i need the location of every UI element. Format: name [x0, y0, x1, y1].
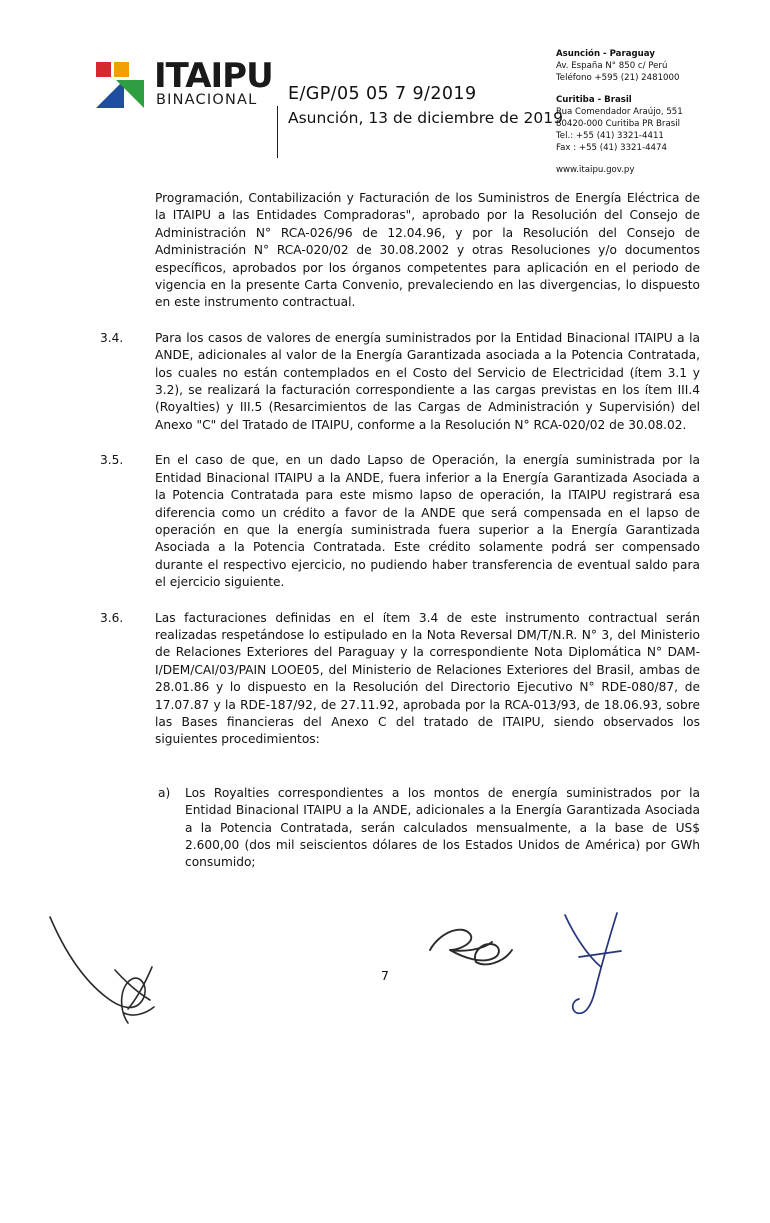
address-paraguay-phone: Teléfono +595 (21) 2481000 [556, 73, 680, 84]
logo-wordmark: ITAIPU [154, 56, 273, 96]
logo-subtitle: BINACIONAL [156, 92, 258, 108]
address-brasil-tel: Tel.: +55 (41) 3321-4411 [556, 131, 664, 142]
paragraph-intro: Programación, Contabilización y Facturación de los Suministros de Energía Eléctrica de la ITAIPU a las Entidades Compradoras", aprobado por la Resolución del Consejo de Administración N° RCA-026/96 de 12.04.96, y por la Resolución del Consejo de Administración N° RCA-020/02 de 30.08.2002 y otras Resoluciones y/o documentos específicos, aprobados por los órganos competentes para aplicación en el periodo de vigencia en la presente Carta Convenio, prevaleciendo en las divergencias, lo dispuesto en este instrumento contractual. [155, 191, 700, 310]
address-brasil-fax: Fax : +55 (41) 3321-4474 [556, 143, 667, 154]
address-paraguay-street: Av. España N° 850 c/ Perú [556, 61, 668, 72]
document-header [0, 48, 770, 178]
itaipu-logo-mark-icon [96, 62, 148, 108]
logo-square-orange-icon [114, 62, 129, 77]
clause-3-6 [0, 610, 770, 749]
subclause-a-number: a) [158, 785, 171, 800]
subclause-a [0, 785, 770, 872]
address-gap-2 [556, 155, 770, 164]
address-brasil-street: Rua Comendador Araújo, 551 [556, 106, 683, 117]
clause-3-5-text: En el caso de que, en un dado Lapso de Operación, la energía suministrada por la Entidad Binacional ITAIPU a la ANDE, fuera inferior a la Energía Garantizada Asociada a la Potencia Contratada para este mismo lapso de operación, la ITAIPU registrará esa diferencia como un crédito a favor de la ANDE que será compensada en el lapso de operación en que la energía suministrada fuera superior a la Energía Garantizada Asociada a la Potencia Contratada. Este crédito solamente podrá ser compensado durante el respectivo ejercicio, no pudiendo haber transferencia de eventual saldo para el ejercicio siguiente. [155, 453, 700, 590]
logo-triangle-green-icon [116, 80, 144, 108]
header-divider [277, 106, 278, 158]
clause-3-5 [0, 452, 770, 591]
document-date: Asunción, 13 de diciembre de 2019 [288, 109, 563, 127]
document-body [0, 190, 770, 890]
page-number: 7 [381, 968, 389, 983]
clause-3-4-text: Para los casos de valores de energía suministrados por la Entidad Binacional ITAIPU a la ANDE, adicionales al valor de la Energía Garantizada asociada a la Potencia Contratada, los cuales no están contemplados en el Costo del Servicio de Electricidad (ítem 3.1 y 3.2), se realizará la facturación correspondiente a las cargas previstas en los ítem III.4 (Royalties) y III.5 (Resarcimientos de las Cargas de Administración y Supervisión) del Anexo "C" del Tratado de ITAIPU, conforme a la Resolución N° RCA-020/02 de 30.08.02. [155, 330, 700, 432]
header-address-block [556, 48, 770, 176]
document-reference: E/GP/05 05 7 9/2019 [288, 84, 477, 104]
address-paraguay-title: Asunción - Paraguay [556, 49, 655, 59]
address-gap [556, 85, 770, 94]
paragraph-spacer [0, 767, 770, 785]
clause-3-6-number: 3.6. [100, 610, 124, 625]
address-website: www.itaipu.gov.py [556, 164, 635, 175]
clause-3-4-number: 3.4. [100, 330, 124, 345]
itaipu-logo [96, 58, 271, 120]
clause-3-6-text: Las facturaciones definidas en el ítem 3.4 de este instrumento contractual serán realizadas respetándose lo estipulado en la Nota Reversal DM/T/N.R. N° 3, del Ministerio de Relaciones Exteriores del Paraguay y la correspondiente Nota Diplomática N° DAM-I/DEM/CAI/03/PAIN LOOE05, del Ministerio de Relaciones Exteriores del Brasil, ambas de 28.01.86 y lo dispuesto en la Resolución del Directorio Ejecutivo N° RDE-080/87, de 17.07.87 y la RDE-187/92, de 27.11.92, aprobada por la RCA-013/93, de 18.06.93, sobre las Bases financieras del Anexo C del tratado de ITAIPU, siendo observados los siguientes procedimientos: [155, 610, 700, 747]
clause-3-4 [0, 330, 770, 434]
subclause-a-text: Los Royalties correspondientes a los montos de energía suministrados por la Entidad Binacional ITAIPU a la ANDE, adicionales a la Energía Garantizada Asociada a la Potencia Contratada, serán calculados mensualmente, a la base de US$ 2.600,00 (dos mil seiscientos dólares de los Estados Unidos de América) por GWh consumido; [185, 785, 700, 870]
address-brasil-title: Curitiba - Brasil [556, 94, 632, 105]
logo-square-red-icon [96, 62, 111, 77]
clause-3-5-number: 3.5. [100, 453, 124, 468]
address-brasil-city: 80420-000 Curitiba PR Brasil [556, 119, 680, 130]
